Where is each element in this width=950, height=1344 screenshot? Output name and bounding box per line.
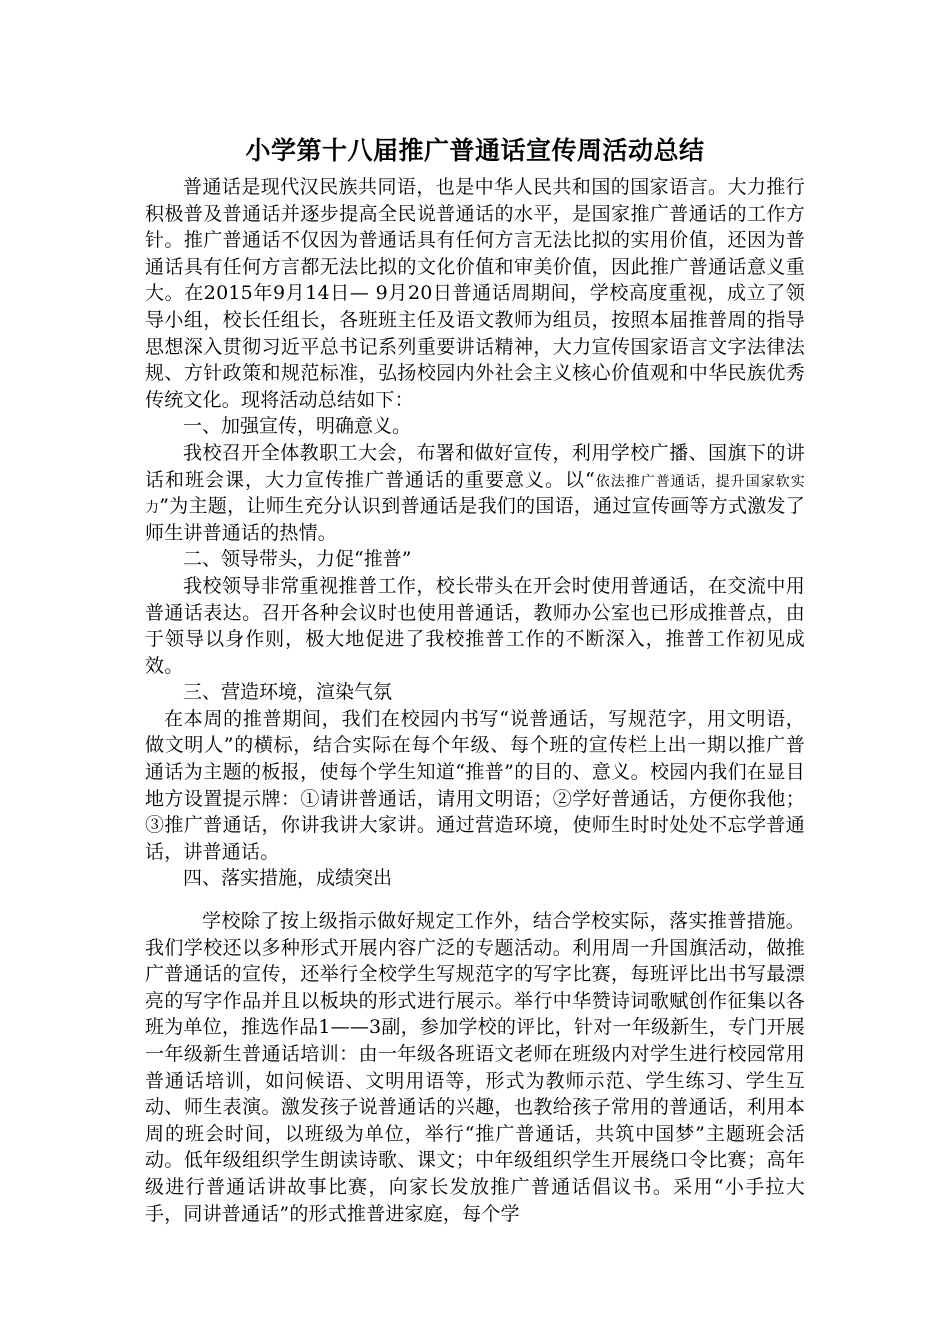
section-1-body-before: 我校召开全体教职工大会，布署和做好宣传，利用学校广播、国旗下的讲话和班会课，大力宣传推广普通话的重要意义。以“ bbox=[145, 441, 805, 491]
section-3-heading: 三、营造环境，渲染气氛 bbox=[183, 681, 393, 704]
section-4-heading: 四、落实措施，成绩突出 bbox=[183, 867, 393, 890]
section-4-spacer bbox=[145, 892, 805, 908]
section-1-heading: 一、加强宣传，明确意义。 bbox=[183, 415, 412, 438]
section-1-body bbox=[145, 440, 805, 546]
section-4-body: 学校除了按上级指示做好规定工作外，结合学校实际，落实推普措施。我们学校还以多种形式开展内容广泛的专题活动。利用周一升国旗活动，做推广普通话的宣传，还举行全校学生写规范字的写字比赛，每班评比出书写最漂亮的写字作品并且以板块的形式进行展示。举行中华赞诗词歌赋创作征集以各班为单位，推选作品1——3副，参加学校的评比，针对一年级新生，专门开展一年级新生普通话培训：由一年级各班语文老师在班级内对学生进行校园常用普通话培训，如问候语、文明用语等，形式为教师示范、学生练习、学生互动、师生表演。激发孩子说普通话的兴趣，也教给孩子常用的普通话，利用本周的班会时间，以班级为单位，举行“推广普通话，共筑中国梦”主题班会活动。低年级组织学生朗读诗歌、课文；中年级组织学生开展绕口令比赛；高年级进行普通话讲故事比赛，向家长发放推广普通话倡议书。采用“小手拉大手，同讲普通话”的形式推普进家庭，每个学 bbox=[145, 910, 805, 1225]
section-1-theme-quote: 依法推广普通话，提升国家软实力 bbox=[145, 473, 805, 517]
section-3-body: 在本周的推普期间，我们在校园内书写“说普通话，写规范字，用文明语，做文明人”的横标，结合实际在每个年级、每个班的宣传栏上出一期以推广普通话为主题的板报，使每个学生知道“推普”的目的、意义。校园内我们在显目地方设置提示牌：①请讲普通话，请用文明语；②学好普通话，方便你我他；③推广普通话，你讲我讲大家讲。通过营造环境，使师生时时处处不忘学普通话，讲普通话。 bbox=[145, 707, 805, 863]
section-2-body: 我校领导非常重视推普工作，校长带头在开会时使用普通话，在交流中用普通话表达。召开各种会议时也使用普通话，教师办公室也已形成推普点，由于领导以身作则，极大地促进了我校推普工作的不断深入，推普工作初见成效。 bbox=[145, 574, 805, 677]
document-title: 小学第十八届推广普通话宣传周活动总结 bbox=[245, 136, 705, 165]
document-content bbox=[145, 132, 805, 1227]
intro-paragraph: 普通话是现代汉民族共同语，也是中华人民共和国的国家语言。大力推行积极普及普通话并逐步提高全民说普通话的水平，是国家推广普通话的工作方针。推广普通话不仅因为普通话具有任何方言无法比拟的实用价值，还因为普通话具有任何方言都无法比拟的文化价值和审美价值，因此推广普通话意义重大。在2015年9月14日— 9月20日普通话周期间，学校高度重视，成立了领导小组，校长任组长，各班班主任及语文教师为组员，按照本届推普周的指导思想深入贯彻习近平总书记系列重要讲话精神，大力宣传国家语言文字法律法规、方针政策和规范标准，弘扬校园内外社会主义核心价值观和中华民族优秀传统文化。现将活动总结如下： bbox=[145, 176, 805, 411]
section-1-body-after: ”为主题，让师生充分认识到普通话是我们的国语，通过宣传画等方式激发了师生讲普通话的热情。 bbox=[145, 495, 806, 544]
section-2-heading: 二、领导带头，力促“推普” bbox=[183, 548, 412, 571]
